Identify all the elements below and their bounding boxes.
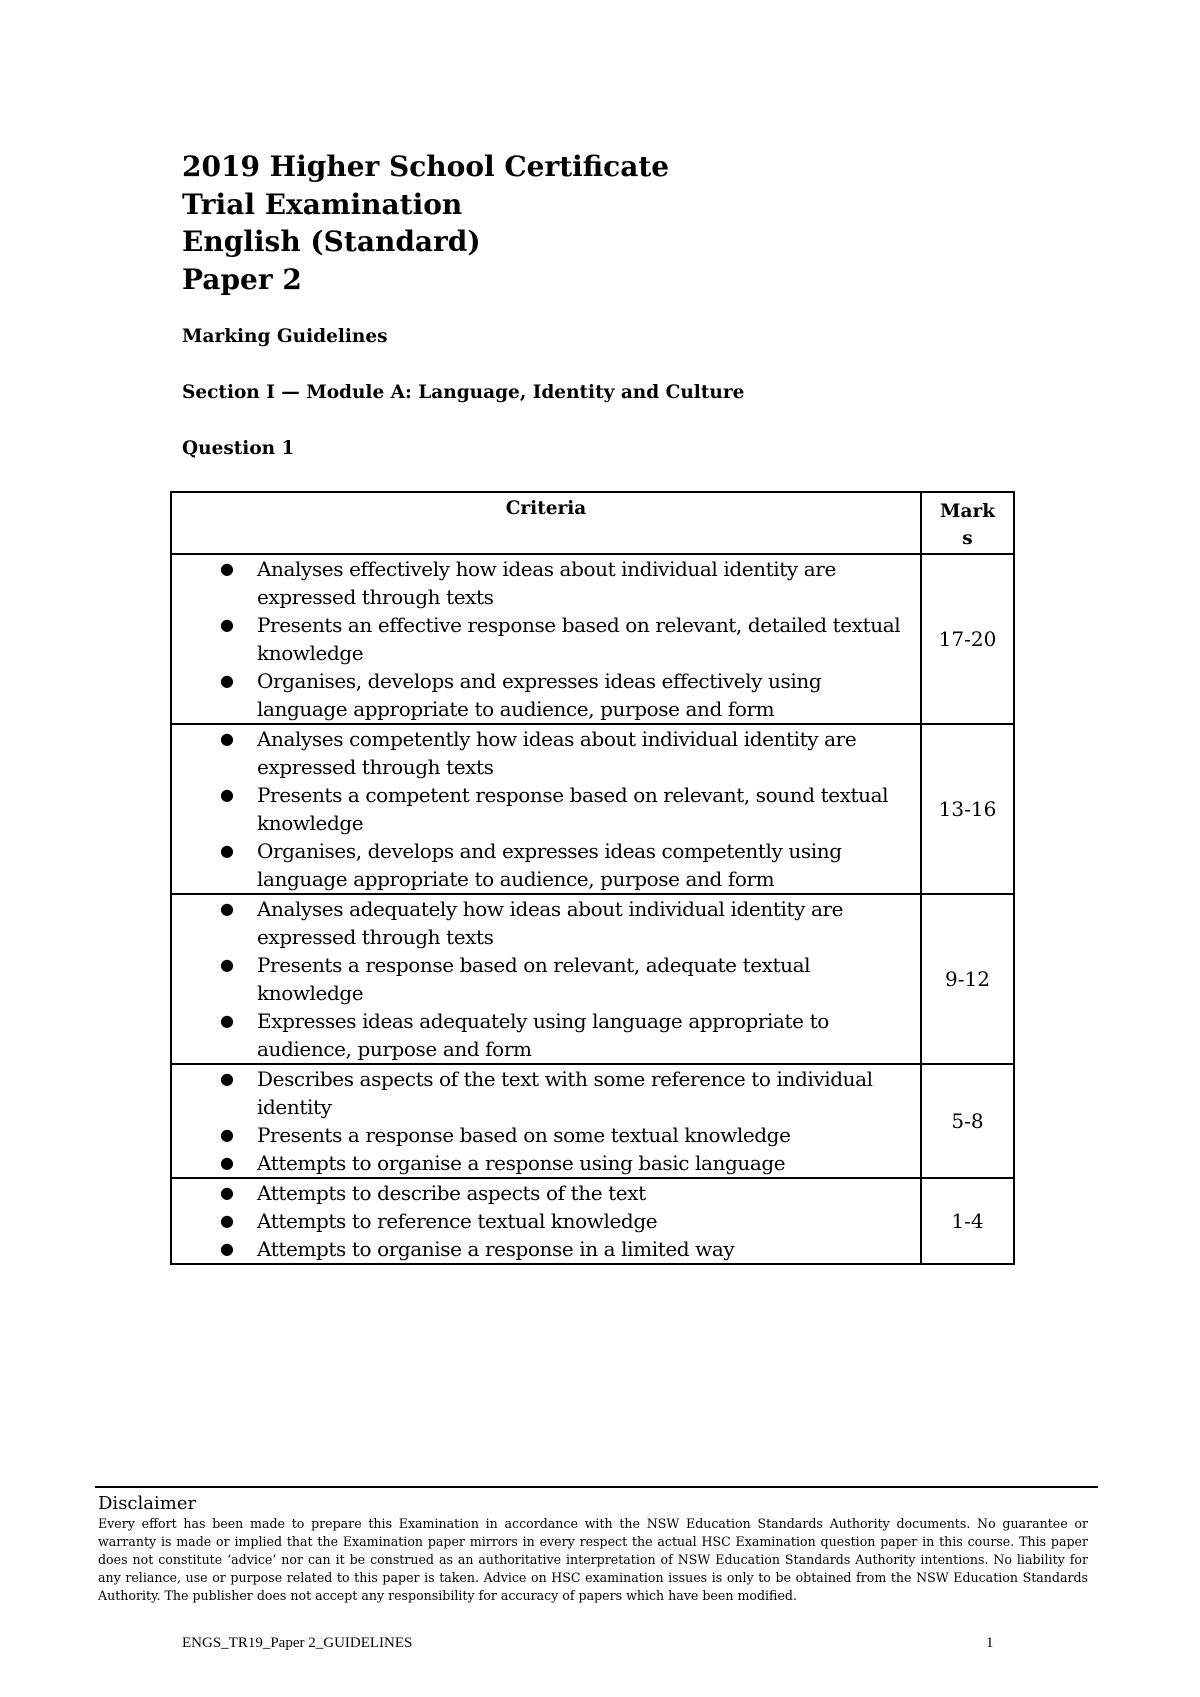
disclaimer-text: Every effort has been made to prepare this Examination in accordance with the NSW Education Standards Authority documents. No guarantee or warranty is made or implied that the Examination paper mirrors in every respect the actual HSC Examination question paper in this course. This paper does not constitute ‘advice’ nor can it be construed as an authoritative interpretation of NSW Education Standards Authority intentions. No liability for any reliance, use or purpose related to this paper is taken. Advice on HSC examination issues is only to be obtained from the NSW Education Standards Authority. The publisher does not accept any responsibility for accuracy of papers which have been modified.: [98, 1516, 1088, 1603]
list-item: [172, 1179, 920, 1207]
list-item: [172, 555, 920, 611]
criteria-list: [172, 555, 920, 723]
list-item: [172, 725, 920, 781]
table-header-row: [171, 492, 1014, 554]
bullet-icon: ●: [220, 559, 234, 578]
list-item: [172, 1149, 920, 1177]
criterion-text: Analyses adequately how ideas about individual identity are expressed through texts: [257, 897, 844, 949]
title-line-1: 2019 Higher School Certificate: [182, 150, 670, 183]
criterion-text: Describes aspects of the text with some reference to individual identity: [257, 1067, 873, 1119]
criterion-text: Analyses effectively how ideas about individual identity are expressed through texts: [257, 557, 836, 609]
criteria-header: Criteria: [171, 492, 921, 554]
bullet-icon: ●: [220, 1183, 234, 1202]
marks-header-text: Marks: [939, 501, 996, 549]
marks-cell: 9-12: [921, 894, 1014, 1064]
criterion-text: Attempts to describe aspects of the text: [257, 1181, 646, 1205]
bullet-icon: ●: [220, 899, 234, 918]
bullet-icon: ●: [220, 1153, 234, 1172]
table-row: [171, 1178, 1014, 1264]
criterion-text: Attempts to organise a response in a limited way: [257, 1237, 735, 1261]
bullet-icon: ●: [220, 615, 234, 634]
bullet-icon: ●: [220, 1011, 234, 1030]
list-item: [172, 1121, 920, 1149]
list-item: [172, 1065, 920, 1121]
title-line-2: Trial Examination: [182, 187, 463, 221]
criteria-cell: [171, 724, 921, 894]
list-item: [172, 1207, 920, 1235]
criterion-text: Presents an effective response based on relevant, detailed textual knowledge: [257, 613, 901, 665]
criteria-list: [172, 895, 920, 1063]
table-row: [171, 894, 1014, 1064]
list-item: [172, 667, 920, 723]
bullet-icon: ●: [220, 1239, 234, 1258]
criteria-list: [172, 1065, 920, 1177]
criteria-list: [172, 1179, 920, 1263]
list-item: [172, 895, 920, 951]
bullet-icon: ●: [220, 1125, 234, 1144]
title-line-4: Paper 2: [182, 262, 302, 296]
bullet-icon: ●: [220, 729, 234, 748]
section-heading: Section I — Module A: Language, Identity and Culture: [182, 382, 745, 403]
bullet-icon: ●: [220, 671, 234, 690]
marking-criteria-table: [170, 491, 1015, 1265]
list-item: [172, 1235, 920, 1263]
list-item: [172, 837, 920, 893]
table-row: [171, 1064, 1014, 1178]
criteria-cell: [171, 1178, 921, 1264]
list-item: [172, 781, 920, 837]
criterion-text: Presents a competent response based on relevant, sound textual knowledge: [257, 783, 889, 835]
criteria-list: [172, 725, 920, 893]
criterion-text: Organises, develops and expresses ideas effectively using language appropriate to audience, purpose and form: [257, 669, 822, 721]
bullet-icon: ●: [220, 1211, 234, 1230]
bullet-icon: ●: [220, 955, 234, 974]
list-item: [172, 951, 920, 1007]
disclaimer-title: Disclaimer: [98, 1493, 197, 1514]
bullet-icon: ●: [220, 785, 234, 804]
criteria-cell: [171, 1064, 921, 1178]
table-row: [171, 554, 1014, 724]
criterion-text: Expresses ideas adequately using language appropriate to audience, purpose and form: [257, 1009, 829, 1061]
criterion-text: Attempts to organise a response using basic language: [257, 1151, 786, 1175]
marks-cell: 1-4: [921, 1178, 1014, 1264]
disclaimer: [98, 1493, 1088, 1605]
criterion-text: Organises, develops and expresses ideas competently using language appropriate to audience, purpose and form: [257, 839, 842, 891]
bullet-icon: ●: [220, 1069, 234, 1088]
marks-cell: 13-16: [921, 724, 1014, 894]
footer-divider: [95, 1486, 1098, 1488]
criterion-text: Analyses competently how ideas about individual identity are expressed through texts: [257, 727, 857, 779]
question-heading: Question 1: [182, 438, 295, 459]
document-code: ENGS_TR19_Paper 2_GUIDELINES: [182, 1635, 413, 1651]
criterion-text: Attempts to reference textual knowledge: [257, 1209, 658, 1233]
page-number: 1: [986, 1635, 994, 1651]
marks-cell: 5-8: [921, 1064, 1014, 1178]
marking-guidelines-heading: Marking Guidelines: [182, 326, 388, 347]
criterion-text: Presents a response based on some textual knowledge: [257, 1123, 791, 1147]
title-line-3: English (Standard): [182, 225, 481, 258]
criteria-cell: [171, 554, 921, 724]
marks-cell: 17-20: [921, 554, 1014, 724]
list-item: [172, 1007, 920, 1063]
bullet-icon: ●: [220, 841, 234, 860]
document-title: [182, 148, 669, 298]
criteria-cell: [171, 894, 921, 1064]
list-item: [172, 611, 920, 667]
marks-header: [921, 492, 1014, 554]
criterion-text: Presents a response based on relevant, adequate textual knowledge: [257, 953, 811, 1005]
table-row: [171, 724, 1014, 894]
